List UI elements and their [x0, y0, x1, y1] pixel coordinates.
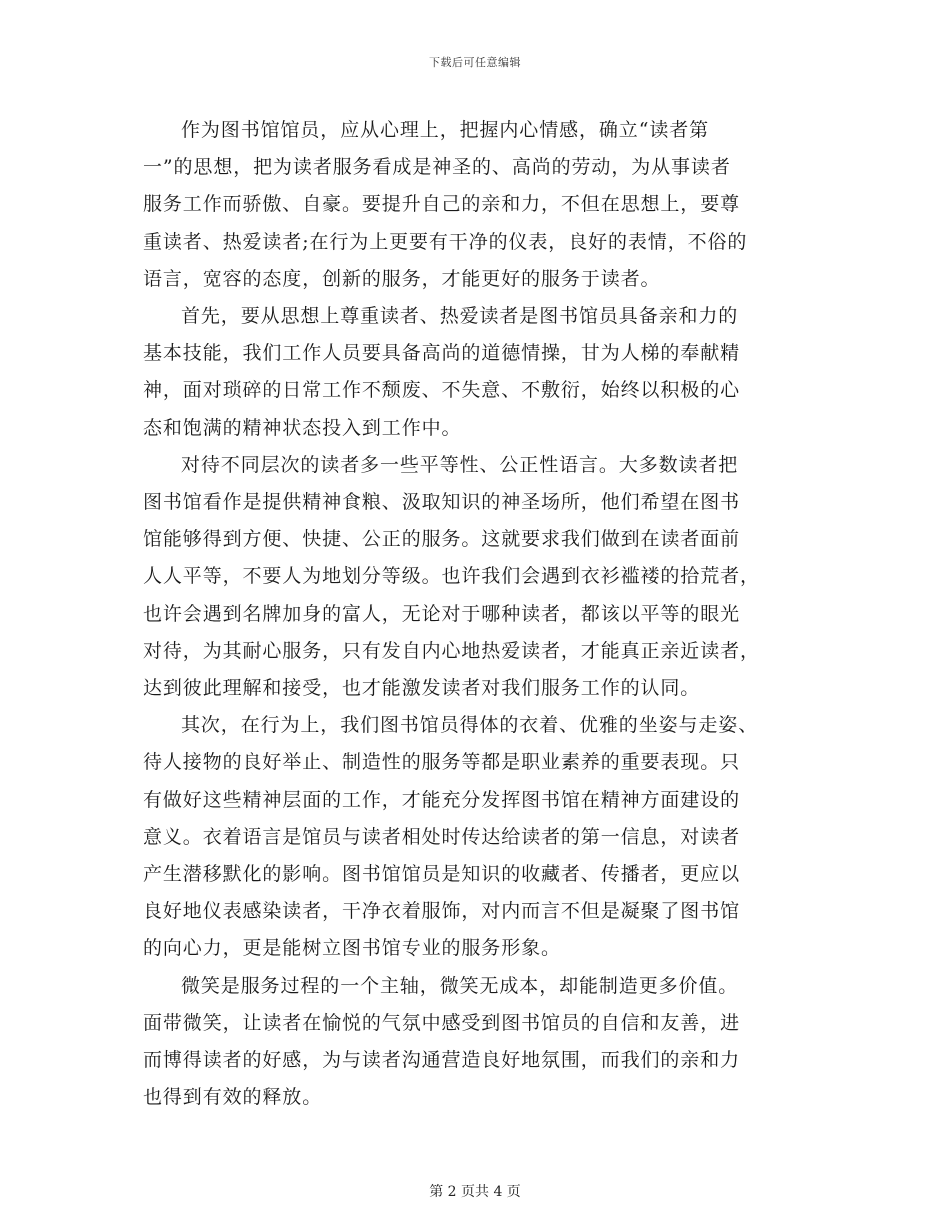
paragraph: 微笑是服务过程的一个主轴，微笑无成本，却能制造更多价值。 面带微笑，让读者在愉悦的气氛中感受到图书馆员的自信和友善，进 而博得读者的好感，为与读者沟通营造良好地氛围，而我们的亲和力 也得到有效的释放。 — [143, 974, 741, 1109]
page-number-footer: 第 2 页共 4 页 — [429, 1184, 521, 1200]
paragraph: 首先，要从思想上尊重读者、热爱读者是图书馆员具备亲和力的 基本技能，我们工作人员要具备高尚的道德情操，甘为人梯的奉献精 神，面对琐碎的日常工作不颓废、不失意、不敷衍，始终以积极的心 态和饱满的精神状态投入到工作中。 — [143, 305, 741, 439]
paragraph: 其次，在行为上，我们图书馆员得体的衣着、优雅的坐姿与走姿、 待人接物的良好举止、制造性的服务等都是职业素养的重要表现。只 有做好这些精神层面的工作，才能充分发挥图书馆在精神方面建设的 意义。衣着语言是馆员与读者相处时传达给读者的第一信息，对读者 产生潜移默化的影响。图书馆馆员是知识的收藏者、传播者，更应以 良好地仪表感染读者，干净衣着服饰，对内而言不但是凝聚了图书馆 的向心力，更是能树立图书馆专业的服务形象。 — [143, 714, 759, 960]
paragraph: 作为图书馆馆员，应从心理上，把握内心情感，确立“读者第 一”的思想，把为读者服务看成是神圣的、高尚的劳动，为从事读者 服务工作而骄傲、自豪。要提升自己的亲和力，不但在思想上，要尊 重读者、热爱读者;在行为上更要有干净的仪表，良好的表情，不俗的 语言，宽容的态度，创新的服务，才能更好的服务于读者。 — [143, 119, 748, 290]
paragraph: 对待不同层次的读者多一些平等性、公正性语言。大多数读者把 图书馆看作是提供精神食粮、汲取知识的神圣场所，他们希望在图书 馆能够得到方便、快捷、公正的服务。这就要求我们做到在读者面前 人人平等，不要人为地划分等级。也许我们会遇到衣衫褴褛的拾荒者， 也许会遇到名牌加身的富人，无论对于哪种读者，都该以平等的眼光 对待，为其耐心服务，只有发自内心地热爱读者，才能真正亲近读者， 达到彼此理解和接受，也才能激发读者对我们服务工作的认同。 — [143, 453, 760, 700]
page-header: 下载后可任意编辑 — [429, 56, 521, 69]
document-body — [143, 112, 803, 1116]
